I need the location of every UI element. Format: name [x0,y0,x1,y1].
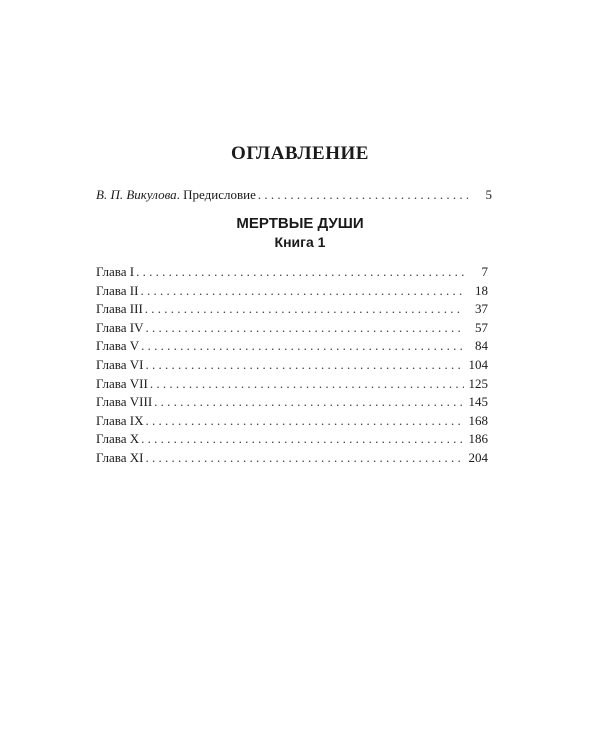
toc-entry-preface[interactable] [96,187,492,203]
chapter-label: Глава VII [96,375,148,391]
chapter-label: Глава I [96,264,135,279]
chapter-label: Глава III [96,301,143,317]
chapter-page-number: 7 [481,264,488,279]
toc-entry-chapter[interactable] [96,338,488,357]
toc-page-number: 5 [485,187,492,202]
chapter-label: Глава II [96,282,139,298]
dot-leader [141,338,464,354]
dot-leader [136,264,464,280]
chapter-page-number: 186 [468,431,488,447]
chapter-list [96,264,488,469]
book-subtitle: Книга 1 [274,234,326,250]
page-title: ОГЛАВЛЕНИЕ [231,143,369,164]
chapter-page-number: 204 [468,449,488,465]
toc-entry-chapter[interactable] [96,431,488,450]
dot-leader [146,357,465,373]
dot-leader [150,376,464,392]
toc-entry-chapter[interactable] [96,376,488,395]
dot-leader [140,283,464,299]
toc-entry-chapter[interactable] [96,357,488,376]
chapter-page-number: 84 [475,338,488,354]
dot-leader [146,413,465,429]
chapter-label: Глава X [96,431,140,447]
chapter-page-number: 57 [475,319,488,335]
toc-entry-chapter[interactable] [96,264,488,283]
chapter-label: Глава XI [96,449,144,465]
preface-title: . Предисловие [176,187,256,202]
chapter-label: Глава IX [96,412,144,428]
chapter-page-number: 168 [468,412,488,428]
dot-leader [154,394,464,410]
toc-entry-chapter[interactable] [96,301,488,320]
chapter-label: Глава V [96,338,140,354]
toc-entry-chapter[interactable] [96,283,488,302]
chapter-page-number: 125 [468,375,488,391]
toc-entry-chapter[interactable] [96,413,488,432]
chapter-page-number: 104 [468,356,488,372]
toc-entry-label [96,187,258,203]
chapter-label: Глава VI [96,356,144,372]
dot-leader [146,320,465,336]
dot-leader [258,187,468,203]
dot-leader [146,450,465,466]
chapter-label: Глава VIII [96,394,153,410]
preface-author: В. П. Викулова [96,187,177,202]
chapter-label: Глава IV [96,319,144,335]
dot-leader [141,431,464,447]
chapter-page-number: 37 [475,301,488,317]
toc-entry-chapter[interactable] [96,320,488,339]
chapter-page-number: 145 [468,394,488,410]
toc-entry-chapter[interactable] [96,450,488,469]
chapter-page-number: 18 [475,282,488,298]
dot-leader [145,301,464,317]
work-title: МЕРТВЫЕ ДУШИ [236,215,364,232]
toc-entry-chapter[interactable] [96,394,488,413]
